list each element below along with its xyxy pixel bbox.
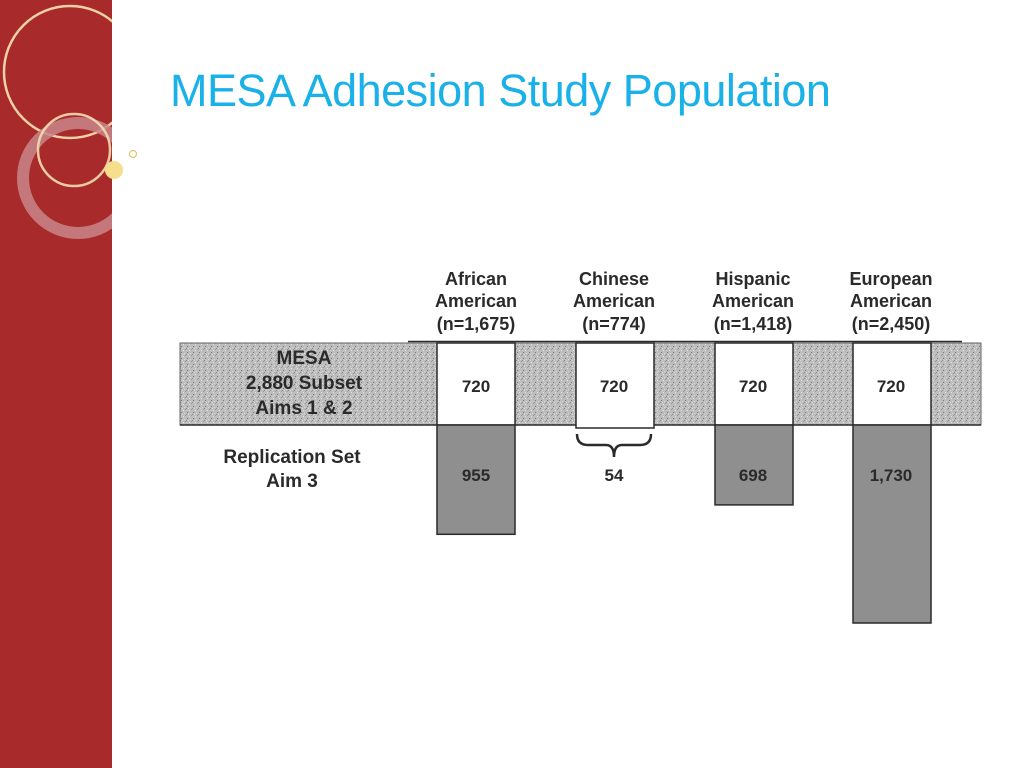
replication-brace (577, 434, 651, 457)
discovery-value: 720 (461, 377, 491, 396)
category-label-line-3: (n=774) (582, 314, 646, 334)
replication-value: 698 (738, 466, 768, 485)
category-hispanic-american (712, 269, 794, 505)
category-label-line-1: Hispanic (715, 269, 791, 289)
category-label-line-2: American (434, 291, 518, 311)
category-label-line-3: (n=1,418) (713, 314, 793, 334)
category-label-line-2: American (711, 291, 795, 311)
row-label-discovery-1: MESA (276, 348, 332, 369)
category-label-line-3: (n=1,675) (436, 314, 516, 334)
row-label-replication-2: Aim 3 (266, 471, 318, 492)
replication-bar (715, 425, 793, 505)
category-african-american (435, 269, 517, 534)
row-label-discovery-3: Aims 1 & 2 (255, 398, 353, 419)
replication-bar (853, 425, 931, 623)
page-title: MESA Adhesion Study Population (170, 65, 831, 116)
discovery-value: 720 (738, 377, 768, 396)
replication-value: 955 (461, 466, 491, 485)
category-label-line-1: African (444, 269, 508, 289)
row-label-replication-1: Replication Set (223, 447, 361, 468)
discovery-value: 720 (599, 377, 629, 396)
category-european-american (849, 269, 932, 623)
category-label-line-2: American (572, 291, 656, 311)
category-chinese-american (573, 269, 655, 485)
row-label-discovery-2: 2,880 Subset (245, 373, 363, 394)
discovery-value: 720 (876, 377, 906, 396)
replication-value: 1,730 (869, 466, 913, 485)
category-label-line-1: European (849, 269, 933, 289)
replication-value: 54 (604, 466, 624, 485)
category-label-line-2: American (849, 291, 933, 311)
category-label-line-1: Chinese (578, 269, 650, 289)
category-label-line-3: (n=2,450) (851, 314, 931, 334)
